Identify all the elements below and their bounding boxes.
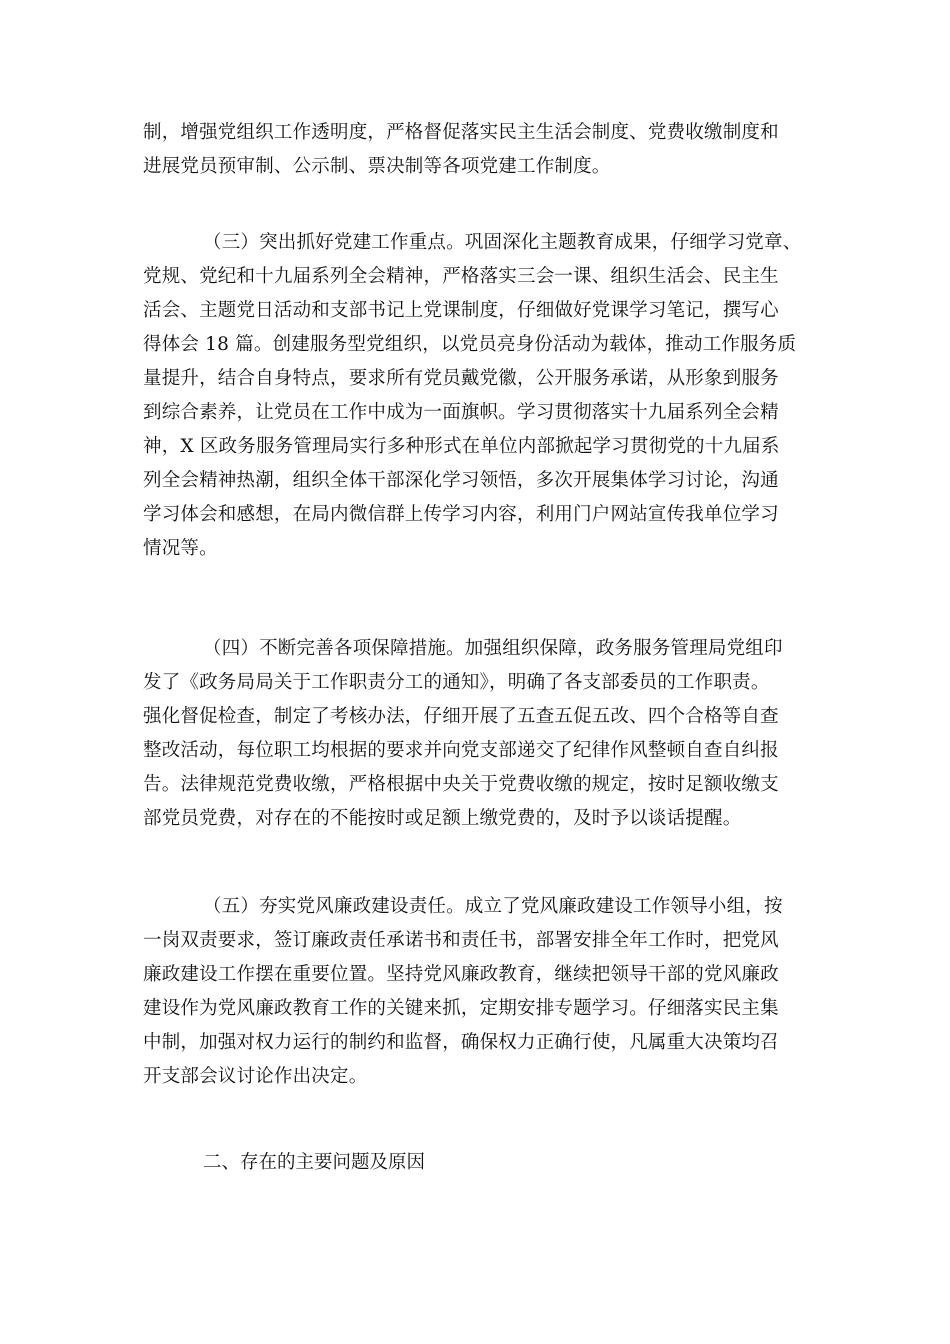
text-line: （三）突出抓好党建工作重点。巩固深化主题教育成果，仔细学习党章、 <box>203 232 802 253</box>
text-line: 告。法律规范党费收缴，严格根据中央关于党费收缴的规定，按时足额收缴支 <box>143 774 779 795</box>
text-line: 神，X 区政务服务管理局实行多种形式在单位内部掀起学习贯彻党的十九届系 <box>143 436 780 457</box>
text-line: 开支部会议讨论作出决定。 <box>143 1066 368 1087</box>
text-line: 活会、主题党日活动和支部书记上党课制度，仔细做好党课学习笔记，撰写心 <box>143 300 779 321</box>
text-line: 一岗双责要求，签订廉政责任承诺书和责任书，部署安排全年工作时，把党风 <box>143 930 779 951</box>
text-line: 廉政建设工作摆在重要位置。坚持党风廉政教育，继续把领导干部的党风廉政 <box>143 964 779 985</box>
section-heading: 二、存在的主要问题及原因 <box>203 1152 426 1173</box>
text-line: 制，增强党组织工作透明度，严格督促落实民主生活会制度、党费收缴制度和 <box>143 122 779 143</box>
text-line: 建设作为党风廉政教育工作的关键来抓，定期安排专题学习。仔细落实民主集 <box>143 998 779 1019</box>
text-line: 部党员党费，对存在的不能按时或足额上缴党费的，及时予以谈话提醒。 <box>143 808 742 829</box>
paragraph-continued <box>143 116 813 184</box>
text-line: 强化督促检查，制定了考核办法，仔细开展了五查五促五改、四个合格等自查 <box>143 706 779 727</box>
text-line: 党规、党纪和十九届系列全会精神，严格落实三会一课、组织生活会、民主生 <box>143 266 779 287</box>
text-line: 列全会精神热潮，组织全体干部深化学习领悟，多次开展集体学习讨论，沟通 <box>143 470 779 491</box>
text-line: 进展党员预审制、公示制、票决制等各项党建工作制度。 <box>143 156 611 177</box>
text-line: 得体会 18 篇。创建服务型党组织，以党员亮身份活动为载体，推动工作服务质 <box>143 334 797 355</box>
text-line: 中制，加强对权力运行的制约和监督，确保权力正确行使，凡属重大决策均召 <box>143 1032 779 1053</box>
text-line: 量提升，结合自身特点，要求所有党员戴党徽，公开服务承诺，从形象到服务 <box>143 368 779 389</box>
text-line: 学习体会和感想，在局内微信群上传学习内容，利用门户网站宣传我单位学习 <box>143 504 779 525</box>
paragraph-section-4 <box>143 632 813 836</box>
text-line: （四）不断完善各项保障措施。加强组织保障，政务服务管理局党组印 <box>203 638 783 659</box>
paragraph-section-3 <box>143 226 813 566</box>
text-line: 整改活动，每位职工均根据的要求并向党支部递交了纪律作风整顿自查自纠报 <box>143 740 779 761</box>
text-line: （五）夯实党风廉政建设责任。成立了党风廉政建设工作领导小组，按 <box>203 896 783 917</box>
text-line: 发了《政务局局关于工作职责分工的通知》，明确了各支部委员的工作职责。 <box>143 672 770 693</box>
paragraph-section-5 <box>143 890 813 1094</box>
text-line: 到综合素养，让党员在工作中成为一面旗帜。学习贯彻落实十九届系列全会精 <box>143 402 779 423</box>
text-line: 情况等。 <box>143 538 218 559</box>
